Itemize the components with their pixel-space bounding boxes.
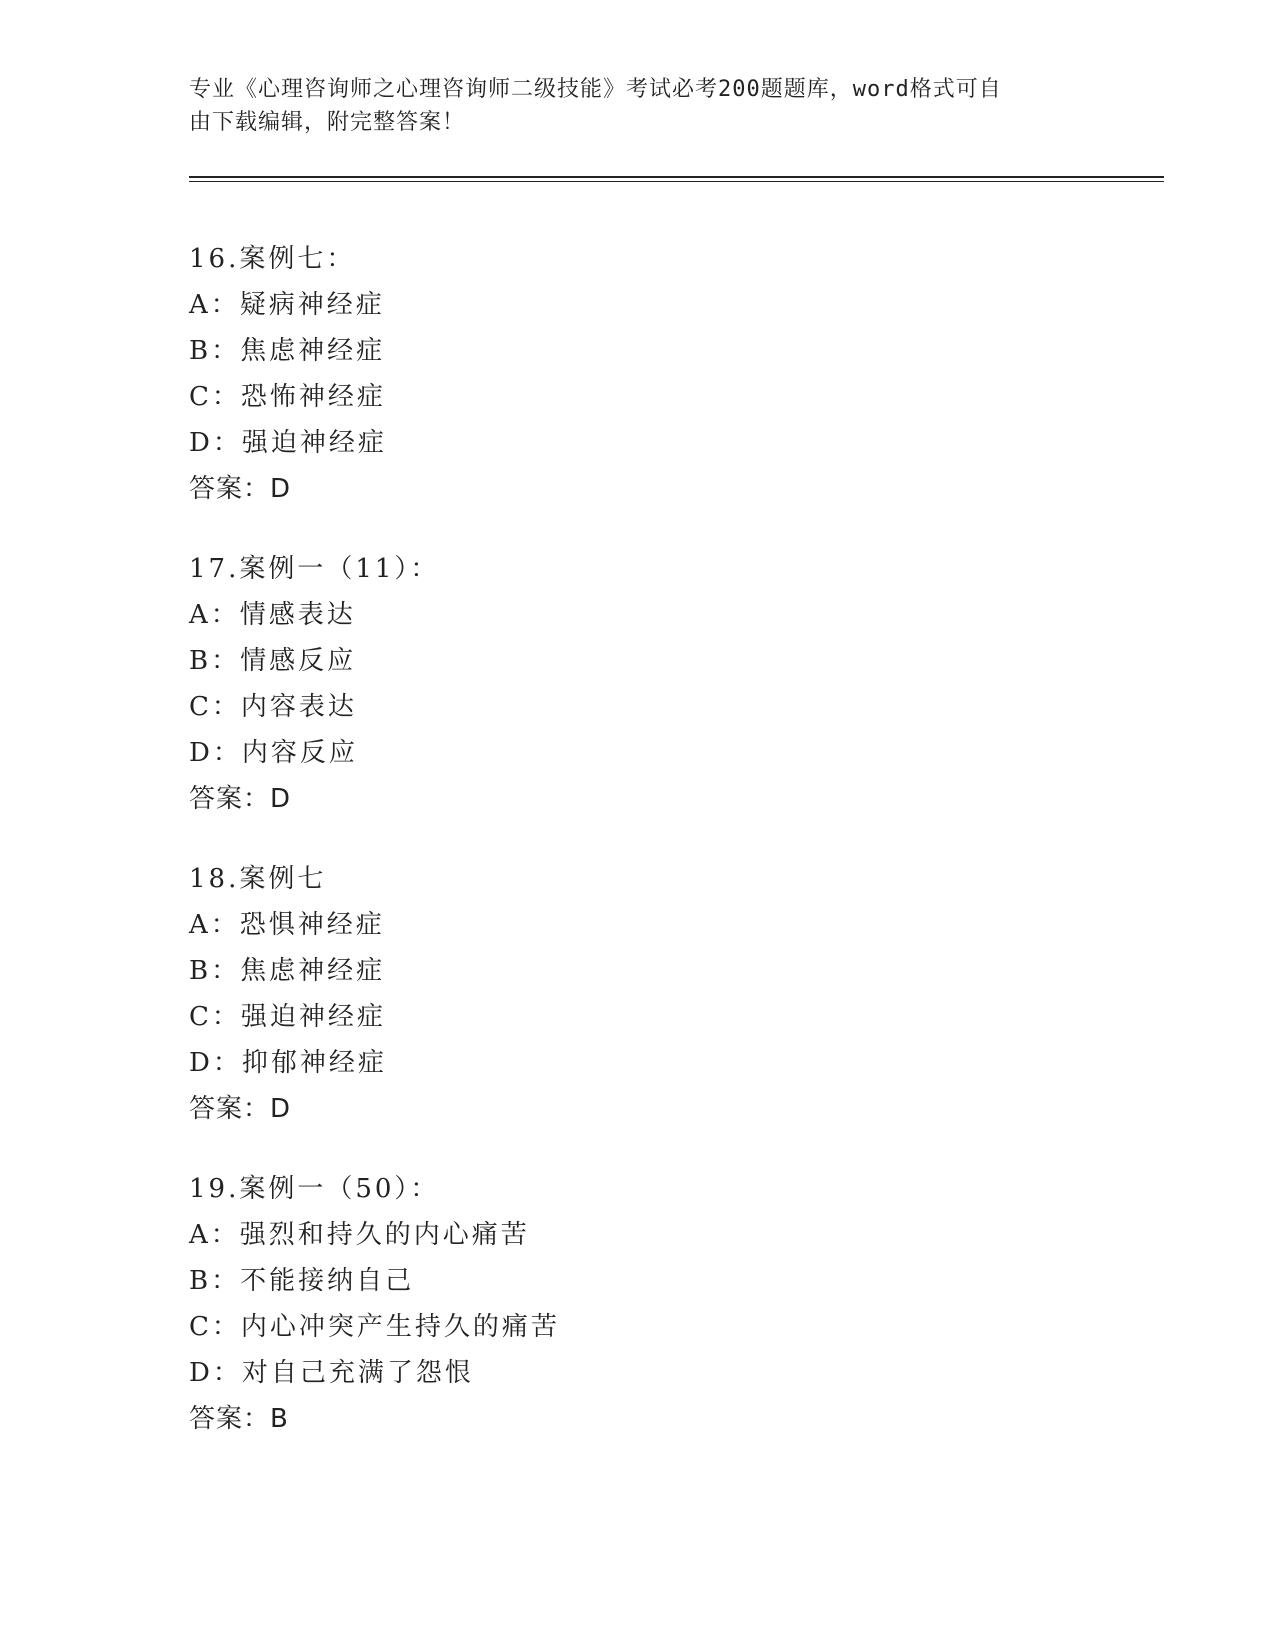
answer-line: 答案：D: [189, 784, 292, 814]
question-stem: 18.案例七: [189, 864, 327, 894]
option-b: B：焦虑神经症: [189, 956, 386, 986]
option-d: D：强迫神经症: [189, 428, 387, 458]
header-divider-thin: [189, 181, 1164, 182]
answer-line: 答案：D: [189, 1094, 292, 1124]
option-c: C：内容表达: [189, 692, 357, 722]
document-header: [189, 73, 1069, 139]
header-line-2: 由下载编辑，附完整答案！: [189, 110, 466, 135]
option-d: D：对自己充满了怨恨: [189, 1358, 474, 1388]
question-18: [189, 856, 1149, 1132]
header-line-1: 专业《心理咨询师之心理咨询师二级技能》考试必考200题题库，word格式可自: [189, 77, 1002, 102]
question-17: [189, 546, 1149, 822]
question-list: [189, 236, 1149, 1476]
question-stem: 17.案例一（11）：: [189, 554, 440, 584]
option-b: B：情感反应: [189, 646, 357, 676]
option-a: A：疑病神经症: [189, 290, 385, 320]
question-stem: 16.案例七：: [189, 244, 356, 274]
option-c: C：内心冲突产生持久的痛苦: [189, 1312, 560, 1342]
option-b: B：不能接纳自己: [189, 1266, 415, 1296]
header-divider-thick: [189, 176, 1164, 178]
option-c: C：恐怖神经症: [189, 382, 386, 412]
option-c: C：强迫神经症: [189, 1002, 386, 1032]
answer-line: 答案：D: [189, 474, 292, 504]
question-stem: 19.案例一（50）：: [189, 1174, 440, 1204]
option-b: B：焦虑神经症: [189, 336, 386, 366]
option-a: A：情感表达: [189, 600, 356, 630]
answer-line: 答案：B: [189, 1404, 289, 1434]
question-19: [189, 1166, 1149, 1442]
option-a: A：恐惧神经症: [189, 910, 385, 940]
option-d: D：内容反应: [189, 738, 358, 768]
option-d: D：抑郁神经症: [189, 1048, 387, 1078]
option-a: A：强烈和持久的内心痛苦: [189, 1220, 530, 1250]
question-16: [189, 236, 1149, 512]
